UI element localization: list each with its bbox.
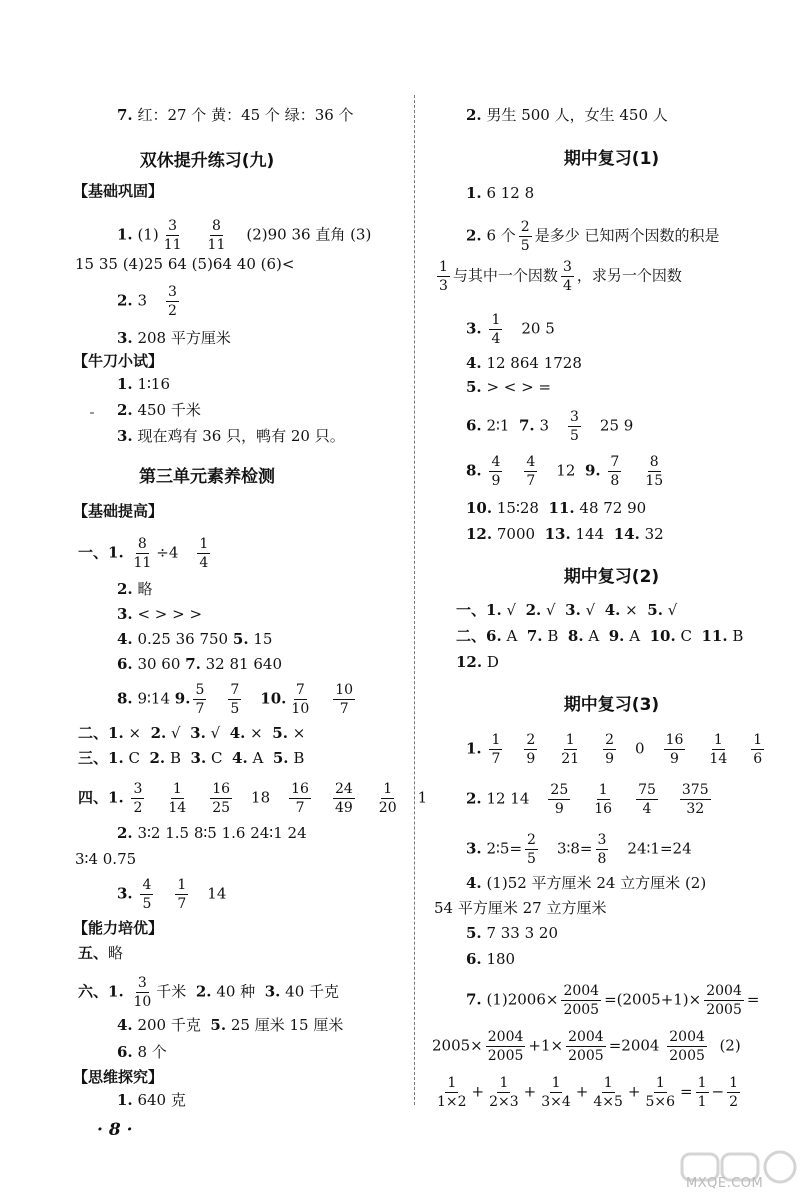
fraction: $\frac{1}{4}$ — [199, 536, 209, 571]
fraction: $\frac{1}{1\times 2}$ — [437, 1075, 467, 1110]
fraction: $\frac{25}{9}$ — [550, 782, 569, 817]
answer-line: 5. 7 33 3 20 — [466, 924, 559, 942]
subsection-label: 【牛刀小试】 — [73, 352, 164, 370]
fraction: $\frac{1}{6}$ — [753, 732, 763, 767]
fraction: $\frac{1}{16}$ — [594, 782, 613, 817]
fraction: $\frac{8}{15}$ — [645, 454, 664, 489]
answer-line: 12. D — [456, 653, 499, 671]
fraction: $\frac{7}{5}$ — [230, 682, 240, 717]
fraction: $\frac{375}{32}$ — [681, 782, 709, 817]
fraction: $\frac{3}{2}$ — [168, 284, 177, 319]
answer-line: 2. 3∶2 1.5 8∶5 1.6 24∶1 24 — [117, 824, 307, 842]
fraction: $\frac{2004}{2005}$ — [568, 1029, 604, 1064]
section-heading: 双休提升练习(九) — [139, 151, 275, 171]
answer-line: 7. 红：27 个 黄：45 个 绿：36 个 — [117, 106, 354, 124]
answer-line: 3∶4 0.75 — [75, 850, 137, 868]
answer-line: 6. 180 — [466, 950, 516, 968]
fraction: $\frac{1}{3\times 4}$ — [541, 1075, 571, 1110]
answer-line: 1. 6 12 8 — [466, 184, 535, 202]
answer-line: 二、6. A 7. B 8. A 9. A 10. C 11. B — [456, 627, 744, 645]
answer-line: 3. 2∶5= $\frac{2}{5}$ 3∶8= $\frac{3}{8}$ 24∶1=24 — [466, 832, 692, 867]
fraction: $\frac{4}{5}$ — [142, 877, 152, 912]
answer-line: 2005× $\frac{2004}{2005}$ +1× $\frac{2004}{2005}$ =2004 $\frac{2004}{2005}$ (2) — [432, 1029, 741, 1064]
answer-line: $\frac{1}{1\times 2}$ + $\frac{1}{2\times 3}$ + $\frac{1}{3\times 4}$ + $\frac{1}{4\times 5}$ + $\frac{1}{5\times 6}$ = $\frac{1}{1}$ − $\frac{1}{2}$ — [437, 1075, 739, 1110]
answer-line: 3. $\frac{1}{4}$ 20 5 — [466, 312, 555, 347]
fraction: $\frac{75}{4}$ — [638, 782, 656, 817]
page-number: · 8 · — [97, 1120, 133, 1140]
answer-line: 1. $\frac{1}{7}$ $\frac{2}{9}$ $\frac{1}{21}$ $\frac{2}{9}$ 0 $\frac{16}{9}$ $\frac{1}{14}$ $\frac{1}{6}$ — [466, 732, 763, 767]
fraction: $\frac{1}{2\times 3}$ — [489, 1075, 519, 1110]
answer-line: 5. > < > = — [466, 378, 552, 396]
answer-line: 三、1. C 2. B 3. C 4. A 5. B — [78, 749, 305, 767]
answer-line: 4. (1)52 平方厘米 24 立方厘米 (2) — [466, 874, 707, 892]
fraction: $\frac{1}{21}$ — [561, 732, 580, 767]
answer-line: 8. 9∶14 9. $\frac{5}{7}$ $\frac{7}{5}$ 10. $\frac{7}{10}$ $\frac{10}{7}$ — [117, 682, 354, 717]
answer-line: 2. 男生 500 人，女生 450 人 — [466, 106, 668, 124]
answer-line: 2. 略 — [117, 580, 153, 598]
section-heading: 期中复习(3) — [563, 695, 660, 715]
answer-line: 二、1. × 2. √ 3. √ 4. × 5. × — [78, 724, 306, 742]
answer-line: 15 35 (4)25 64 (5)64 40 (6)< — [75, 255, 295, 273]
fraction: $\frac{2}{9}$ — [526, 732, 536, 767]
answer-line: 3. 现在鸡有 36 只，鸭有 20 只。 — [117, 427, 345, 445]
watermark-url: MXQE.COM — [686, 1176, 764, 1191]
fraction: $\frac{1}{5\times 6}$ — [645, 1075, 676, 1110]
fraction: $\frac{1}{4\times 5}$ — [593, 1075, 623, 1110]
answer-line: 12. 7000 13. 144 14. 32 — [466, 525, 664, 543]
fraction: $\frac{1}{4}$ — [491, 312, 501, 347]
fraction: $\frac{1}{2}$ — [729, 1075, 739, 1110]
answer-line: 一、1. √ 2. √ 3. √ 4. × 5. √ — [456, 601, 678, 619]
fraction: $\frac{1}{14}$ — [709, 732, 728, 767]
fraction: $\frac{7}{8}$ — [610, 454, 620, 489]
fraction: $\frac{4}{7}$ — [526, 454, 536, 489]
answer-line: 四、1. $\frac{3}{2}$ $\frac{1}{14}$ $\frac{16}{25}$ 18 $\frac{16}{7}$ $\frac{24}{49}$ $\frac{1}{20}$ 1 — [78, 781, 428, 816]
answer-line: 3. $\frac{4}{5}$ $\frac{1}{7}$ 14 — [117, 877, 227, 912]
answer-line: 五、略 — [78, 944, 124, 962]
fraction: $\frac{10}{7}$ — [335, 682, 354, 717]
fraction: $\frac{3}{5}$ — [570, 409, 579, 444]
fraction: $\frac{2004}{2005}$ — [706, 983, 742, 1018]
answer-line: 6. 8 个 — [117, 1043, 167, 1061]
column-divider — [414, 95, 415, 1105]
answer-line: 8. $\frac{4}{9}$ $\frac{4}{7}$ 12 9. $\frac{7}{8}$ $\frac{8}{15}$ — [466, 454, 664, 489]
fraction: $\frac{3}{11}$ — [163, 218, 182, 253]
subsection-label: 【基础巩固】 — [73, 182, 164, 200]
fraction: $\frac{8}{11}$ — [133, 536, 152, 571]
answer-line: 一、1. $\frac{8}{11}$ ÷4 $\frac{1}{4}$ — [78, 536, 209, 571]
subsection-label: 【基础提高】 — [73, 502, 164, 520]
answer-line: 6. 2∶1 7. 3 $\frac{3}{5}$ 25 9 — [466, 409, 634, 444]
section-heading: 第三单元素养检测 — [139, 467, 275, 487]
answer-line: 2. 3 $\frac{3}{2}$ — [117, 284, 177, 319]
answer-line: 4. 12 864 1728 — [466, 354, 582, 372]
answer-line: 6. 30 60 7. 32 81 640 — [117, 655, 282, 673]
section-heading: 期中复习(1) — [563, 149, 660, 169]
fraction: $\frac{1}{1}$ — [697, 1075, 707, 1110]
fraction: $\frac{3}{2}$ — [133, 781, 143, 816]
answer-line: 六、1. $\frac{3}{10}$ 千米 2. 40 种 3. 40 千克 — [78, 975, 340, 1010]
answer-line: 1. 640 克 — [117, 1091, 186, 1109]
fraction: $\frac{3}{4}$ — [562, 259, 572, 294]
answer-line: 7. (1)2006× $\frac{2004}{2005}$ =(2005+1)× $\frac{2004}{2005}$ = — [466, 983, 760, 1018]
fraction: $\frac{8}{11}$ — [207, 218, 226, 253]
fraction: $\frac{16}{25}$ — [212, 781, 231, 816]
fraction: $\frac{3}{8}$ — [597, 832, 607, 867]
fraction: $\frac{2004}{2005}$ — [487, 1029, 524, 1064]
answer-line: 2. 450 千米 — [117, 401, 201, 419]
stray-mark — [90, 412, 94, 414]
fraction: $\frac{24}{49}$ — [334, 781, 353, 816]
fraction: $\frac{2}{5}$ — [520, 219, 530, 254]
answer-line: 4. 200 千克 5. 25 厘米 15 厘米 — [117, 1016, 344, 1034]
answer-line: 2. 12 14 $\frac{25}{9}$ $\frac{1}{16}$ $\frac{75}{4}$ $\frac{375}{32}$ — [466, 782, 709, 817]
answer-line: 4. 0.25 36 750 5. 15 — [117, 630, 273, 648]
fraction: $\frac{5}{7}$ — [195, 682, 205, 717]
fraction: $\frac{1}{7}$ — [177, 877, 187, 912]
subsection-label: 【思维探究】 — [73, 1068, 164, 1086]
answer-line: $\frac{1}{3}$ 与其中一个因数 $\frac{3}{4}$ ，求另一个因数 — [439, 259, 682, 294]
fraction: $\frac{16}{9}$ — [665, 732, 684, 767]
answer-line: 3. 208 平方厘米 — [117, 329, 231, 347]
fraction: $\frac{3}{10}$ — [133, 975, 152, 1010]
answer-line: 2. 6 个 $\frac{2}{5}$ 是多少 已知两个因数的积是 — [466, 219, 720, 254]
answer-line: 3. < > > > — [117, 605, 203, 623]
fraction: $\frac{16}{7}$ — [291, 781, 309, 816]
fraction: $\frac{7}{10}$ — [291, 682, 310, 717]
fraction: $\frac{1}{20}$ — [378, 781, 397, 816]
fraction: $\frac{1}{3}$ — [439, 259, 448, 294]
fraction: $\frac{4}{9}$ — [491, 454, 501, 489]
fraction: $\frac{2}{9}$ — [605, 732, 615, 767]
subsection-label: 【能力培优】 — [73, 919, 164, 937]
answer-line: 10. 15∶28 11. 48 72 90 — [466, 499, 647, 517]
fraction: $\frac{1}{7}$ — [491, 732, 501, 767]
fraction: $\frac{2004}{2005}$ — [669, 1029, 705, 1064]
fraction: $\frac{2004}{2005}$ — [563, 983, 600, 1018]
answer-line: 1. (1) $\frac{3}{11}$ $\frac{8}{11}$ (2)90 36 直角 (3) — [117, 218, 372, 253]
answer-line: 1. 1∶16 — [117, 375, 170, 393]
section-heading: 期中复习(2) — [563, 567, 660, 587]
fraction: $\frac{1}{14}$ — [168, 781, 187, 816]
fraction: $\frac{2}{5}$ — [527, 832, 536, 867]
answer-line: 54 平方厘米 27 立方厘米 — [434, 899, 607, 917]
